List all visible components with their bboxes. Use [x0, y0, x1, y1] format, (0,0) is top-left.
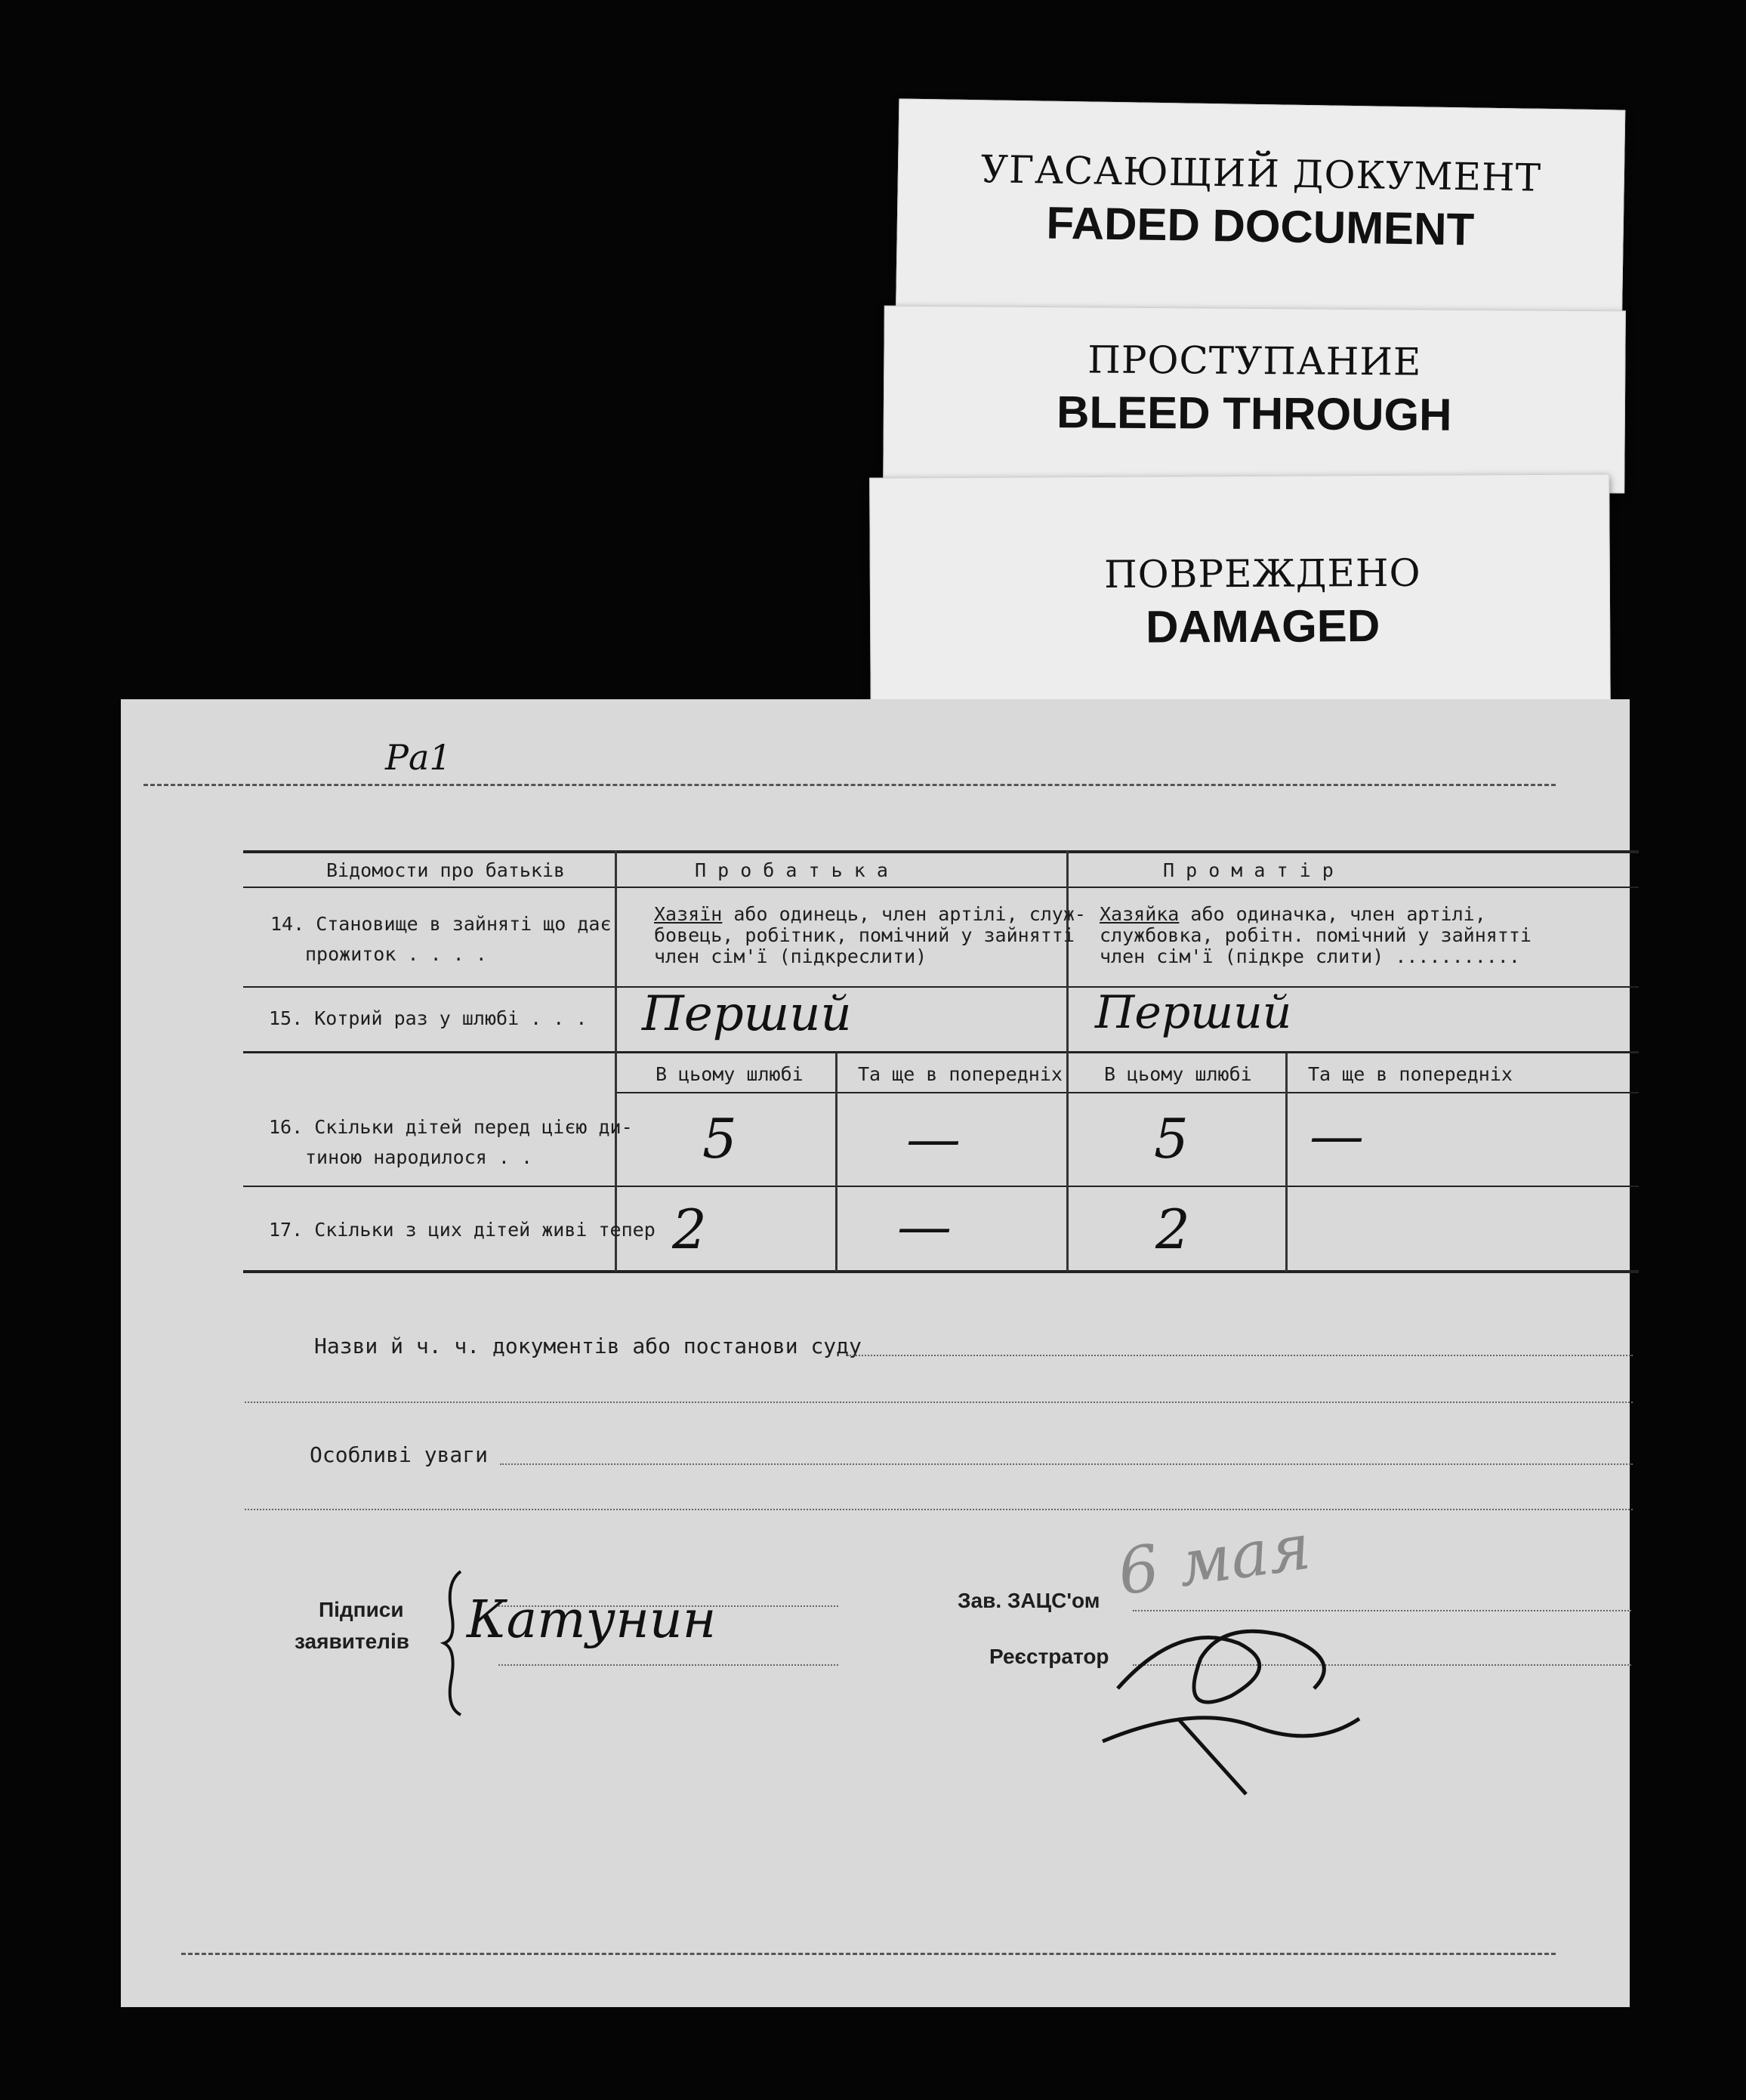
documents-label: Назви й ч. ч. документів або постанови суду [314, 1334, 862, 1358]
mother-occupation-rest: або одиначка, член артілі, [1179, 903, 1486, 925]
registrar-label: Реєстратор [989, 1645, 1109, 1668]
row16-mother-prev: — [1310, 1104, 1364, 1167]
row14-mother-line2: службовка, робітн. помічний у зайнятті [1100, 924, 1532, 946]
bottom-tear-line [181, 1953, 1556, 1955]
faded-document-en: FADED DOCUMENT [1046, 197, 1475, 255]
father-occupation-underlined: Хазяїн [654, 903, 723, 925]
record-sheet [121, 699, 1630, 2007]
head-of-registry-label: Зав. ЗАЦС'ом [958, 1589, 1100, 1612]
signatures-label-1: Підписи [319, 1598, 404, 1621]
father-occupation-rest: або одинець, член артілі, служ- [722, 903, 1086, 925]
remarks-dotted-line-2 [245, 1509, 1633, 1510]
subheader-father-prev: Та ще в попередніх [858, 1063, 1063, 1085]
row14-father-line2: бовець, робітник, помічний у зайнятті [654, 924, 1075, 946]
col-divider-3 [835, 1053, 838, 1272]
damaged-ru: ПОВРЕЖДЕНО [1103, 550, 1421, 597]
row16-rule [243, 1186, 1639, 1187]
row14-label-2: прожиток . . . . [305, 943, 487, 965]
row17-label: 17. Скільки з цих дітей живі тепер [269, 1219, 656, 1241]
bleed-through-en: BLEED THROUGH [1056, 387, 1452, 440]
row14-mother-line3: член сім'ї (підкре слити) ........... [1100, 945, 1520, 967]
registrar-signature-scribble [1087, 1605, 1374, 1802]
row16-label-2: тиною народилося . . [305, 1146, 533, 1168]
faded-document-ru: УГАСАЮЩИЙ ДОКУМЕНТ [980, 147, 1542, 200]
header-parents-info: Відомости про батьків [326, 859, 566, 881]
mother-occupation-underlined: Хазяйка [1100, 903, 1180, 925]
table-header-rule [243, 887, 1639, 888]
row14-father-line1 [654, 903, 1086, 925]
bleed-through-card [883, 306, 1626, 494]
row15-rule [243, 1051, 1639, 1053]
signature-line-2 [498, 1664, 838, 1666]
damaged-card [869, 473, 1611, 728]
row15-father-value: Перший [642, 986, 852, 1042]
bleed-through-ru: ПРОСТУПАНИЕ [1087, 338, 1422, 384]
row15-label: 15. Котрий раз у шлюбі . . . [269, 1007, 588, 1029]
subheader-father-this: В цьому шлюбі [656, 1063, 804, 1085]
row16-mother-this: 5 [1154, 1107, 1189, 1170]
row14-father-line3: член сім'ї (підкреслити) [654, 945, 927, 967]
row17-mother-this: 2 [1155, 1198, 1190, 1261]
row16-father-this: 5 [702, 1107, 737, 1170]
col-divider-4 [1285, 1053, 1288, 1272]
header-about-father: П р о б а т ь к а [695, 859, 888, 881]
row14-mother-line1 [1100, 903, 1486, 925]
row14-rule [243, 986, 1639, 988]
signature-line-1 [498, 1605, 838, 1607]
table-top-rule [243, 850, 1639, 853]
applicant-signature: Катунин [467, 1590, 717, 1650]
header-about-mother: П р о м а т і р [1163, 859, 1334, 881]
remarks-dotted-line-1 [500, 1463, 1633, 1465]
pencil-note: 6 мая [1113, 1509, 1316, 1610]
documents-dotted-line-1 [847, 1355, 1633, 1356]
row14-label-1: 14. Становище в зайняті що дає [270, 913, 612, 935]
signature-brace [438, 1568, 468, 1719]
remarks-label: Особливі уваги [310, 1442, 489, 1467]
table-bottom-rule [243, 1270, 1639, 1273]
faded-document-card [896, 98, 1626, 338]
documents-dotted-line-2 [245, 1402, 1633, 1403]
corner-mark: Ра1 [385, 737, 452, 778]
row16-label-1: 16. Скільки дітей перед цією ди- [269, 1116, 633, 1138]
row15-mother-value: Перший [1095, 986, 1292, 1039]
damaged-en: DAMAGED [1146, 600, 1380, 652]
tear-line [143, 784, 1556, 786]
row16-father-prev: — [906, 1107, 961, 1170]
subheader-mother-this: В цьому шлюбі [1104, 1063, 1252, 1085]
row17-father-prev: — [897, 1195, 952, 1258]
row17-father-this: 2 [672, 1198, 707, 1261]
col-divider-1 [615, 850, 617, 1272]
subheader-rule [616, 1092, 1639, 1093]
subheader-mother-prev: Та ще в попередніх [1308, 1063, 1513, 1085]
signatures-label-2: заявителів [295, 1630, 409, 1653]
